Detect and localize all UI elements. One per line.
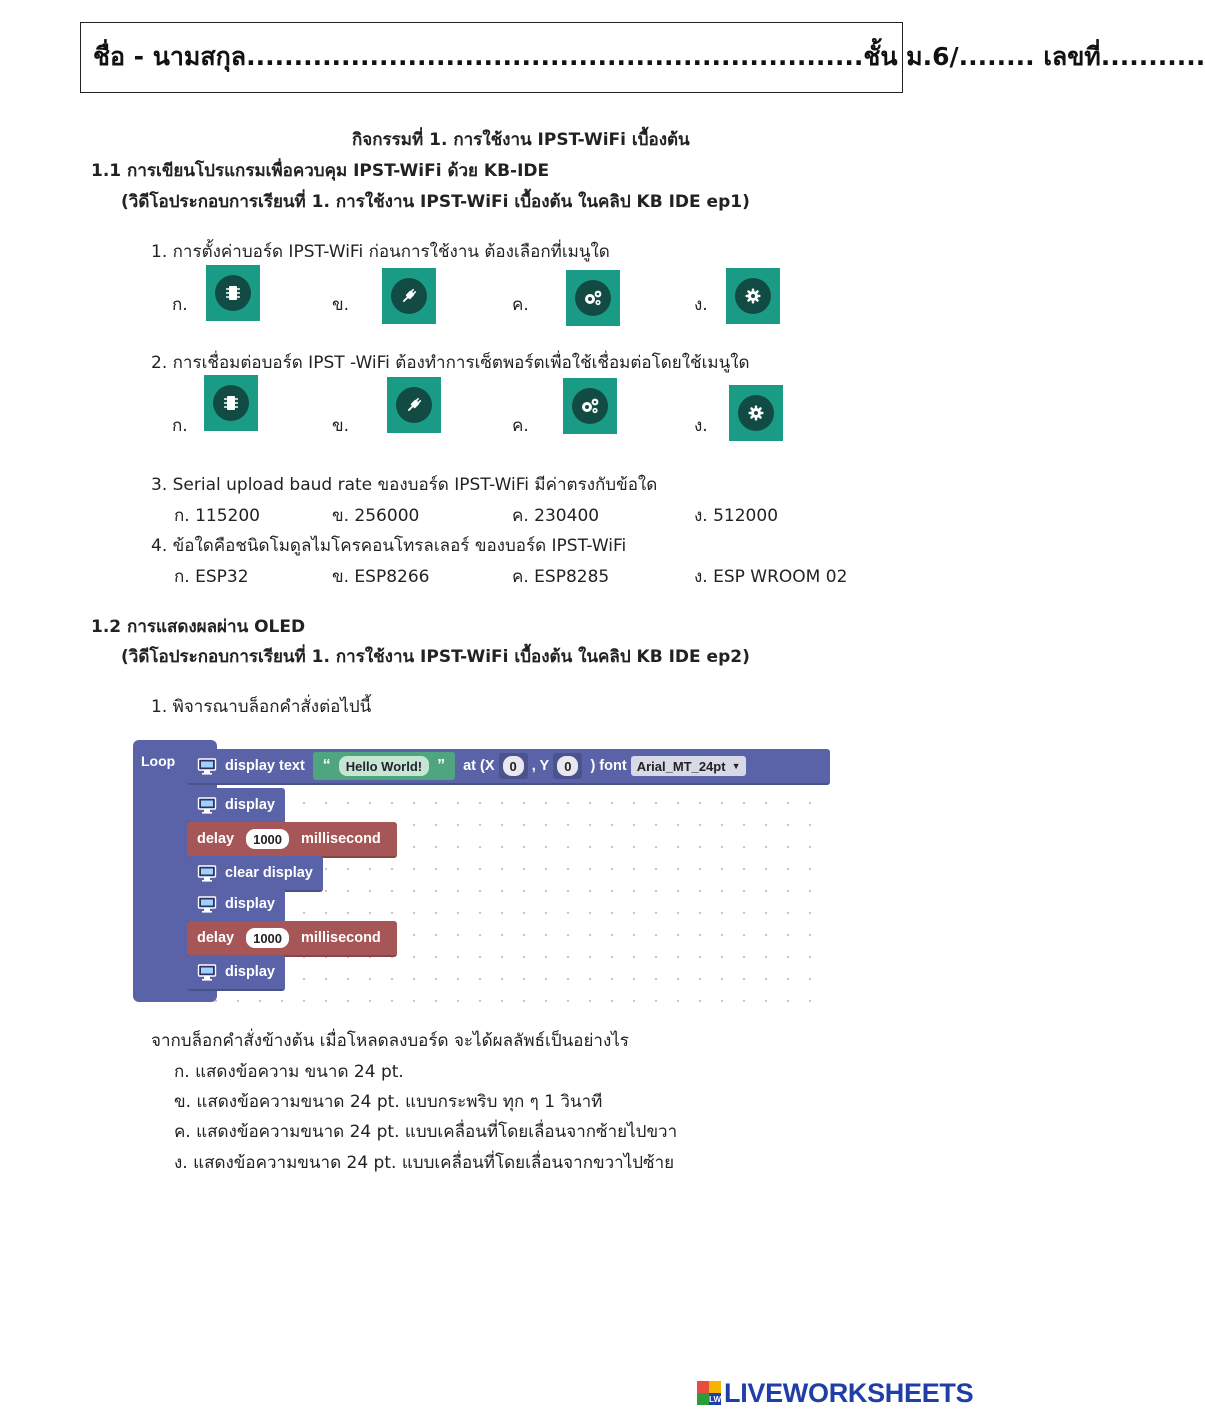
dropdown-arrow-icon: ▼: [731, 761, 741, 771]
q2-gears-button[interactable]: [563, 378, 617, 434]
q1-choice-d-label: ง.: [694, 295, 708, 315]
delay-label: delay: [197, 831, 235, 847]
q1-gear-button[interactable]: [726, 268, 780, 324]
plug-icon: [391, 278, 427, 314]
q2-choice-d-label: ง.: [694, 416, 708, 436]
logo-text: LIVEWORKSHEETS: [724, 1377, 974, 1408]
q4-choice-b[interactable]: ข. ESP8266: [332, 567, 430, 587]
chip-icon: [213, 385, 249, 421]
q1-choice-a-label: ก.: [172, 295, 188, 315]
plug-icon: [396, 387, 432, 423]
display-label: display: [225, 896, 275, 912]
oled-monitor-icon: [197, 894, 217, 914]
display-label: display: [225, 797, 275, 813]
at-x-label: at (X: [463, 758, 495, 774]
chip-icon: [215, 275, 251, 311]
delay-value: 1000: [246, 829, 289, 849]
q2-choice-a-label: ก.: [172, 416, 188, 436]
q4-choice-c[interactable]: ค. ESP8285: [512, 567, 610, 587]
clear-display-label: clear display: [225, 865, 313, 881]
x-number-block: [499, 753, 528, 779]
x-value: 0: [503, 756, 524, 776]
y-value: 0: [557, 756, 578, 776]
display-text-label: display text: [225, 758, 305, 774]
display-block-2: [187, 887, 285, 923]
answer-b[interactable]: ข. แสดงข้อความขนาด 24 pt. แบบกระพริบ ทุก ๆ 1 วินาที: [174, 1092, 603, 1112]
liveworksheets-logo: [697, 1378, 973, 1408]
q1-chip-button[interactable]: [206, 265, 260, 321]
display-block-1: [187, 788, 285, 824]
display-label: display: [225, 964, 275, 980]
oled-monitor-icon: [197, 863, 217, 883]
gears-icon: [575, 280, 611, 316]
string-block: [313, 752, 455, 780]
logo-badge-text: LW: [709, 1394, 721, 1404]
q2-choice-c-label: ค.: [512, 416, 529, 436]
display-text-block: [187, 749, 830, 785]
millisecond-label: millisecond: [301, 930, 381, 946]
quote-open: “: [322, 757, 331, 774]
name-line: ชื่อ - นามสกุล.................................................................ชั้น ม.6/........ เลขที่...........: [93, 42, 1205, 71]
millisecond-label: millisecond: [301, 831, 381, 847]
font-label: ) font: [590, 758, 627, 774]
gear-icon: [738, 395, 774, 431]
gears-icon: [572, 388, 608, 424]
q1-choice-b-label: ข.: [332, 295, 350, 315]
quote-close: ”: [437, 757, 446, 774]
question-4-text: 4. ข้อใดคือชนิดโมดูลไมโครคอนโทรลเลอร์ ของบอร์ด IPST-WiFi: [151, 536, 627, 556]
section2-subtitle: (วิดีโอประกอบการเรียนที่ 1. การใช้งาน IPST-WiFi เบื้องต้น ในคลิป KB IDE ep2): [121, 647, 750, 667]
q3-choice-a[interactable]: ก. 115200: [174, 506, 260, 526]
section1-title: 1.1 การเขียนโปรแกรมเพื่อควบคุม IPST-WiFi ด้วย KB-IDE: [91, 161, 550, 181]
q2-choice-b-label: ข.: [332, 416, 350, 436]
font-dropdown: [631, 756, 747, 776]
q3-choice-c[interactable]: ค. 230400: [512, 506, 600, 526]
display-block-3: [187, 955, 285, 991]
delay-label: delay: [197, 930, 235, 946]
section2-question-text: 1. พิจารณาบล็อกคำสั่งต่อไปนี้: [151, 697, 372, 717]
q1-plug-button[interactable]: [382, 268, 436, 324]
q4-choice-a[interactable]: ก. ESP32: [174, 567, 249, 587]
answer-c[interactable]: ค. แสดงข้อความขนาด 24 pt. แบบเคลื่อนที่โดยเลื่อนจากซ้ายไปขวา: [174, 1122, 678, 1142]
font-value: Arial_MT_24pt: [636, 758, 726, 774]
hello-world-text: Hello World!: [339, 756, 429, 776]
section1-subtitle: (วิดีโอประกอบการเรียนที่ 1. การใช้งาน IPST-WiFi เบื้องต้น ในคลิป KB IDE ep1): [121, 192, 750, 212]
logo-badge-icon: [697, 1381, 721, 1405]
section2-prompt: จากบล็อกคำสั่งข้างต้น เมื่อโหลดลงบอร์ด จะได้ผลลัพธ์เป็นอย่างไร: [151, 1031, 629, 1051]
delay-block-1: [187, 822, 397, 858]
q1-gears-button[interactable]: [566, 270, 620, 326]
oled-monitor-icon: [197, 795, 217, 815]
q1-choice-c-label: ค.: [512, 295, 529, 315]
answer-d[interactable]: ง. แสดงข้อความขนาด 24 pt. แบบเคลื่อนที่โดยเลื่อนจากขวาไปซ้าย: [174, 1153, 675, 1173]
q3-choice-b[interactable]: ข. 256000: [332, 506, 420, 526]
question-1-text: 1. การตั้งค่าบอร์ด IPST-WiFi ก่อนการใช้งาน ต้องเลือกที่เมนูใด: [151, 242, 610, 262]
answer-a[interactable]: ก. แสดงข้อความ ขนาด 24 pt.: [174, 1062, 404, 1082]
gear-icon: [735, 278, 771, 314]
q3-choice-d[interactable]: ง. 512000: [694, 506, 779, 526]
loop-label: Loop: [141, 753, 176, 769]
q2-plug-button[interactable]: [387, 377, 441, 433]
delay-value: 1000: [246, 928, 289, 948]
comma-y-label: , Y: [531, 758, 550, 774]
activity-title: กิจกรรมที่ 1. การใช้งาน IPST-WiFi เบื้องต้น: [352, 130, 690, 150]
question-2-text: 2. การเชื่อมต่อบอร์ด IPST -WiFi ต้องทำการเซ็ตพอร์ตเพื่อใช้เชื่อมต่อโดยใช้เมนูใด: [151, 353, 750, 373]
q4-choice-d[interactable]: ง. ESP WROOM 02: [694, 567, 848, 587]
section2-title: 1.2 การแสดงผลผ่าน OLED: [91, 617, 306, 637]
oled-monitor-icon: [197, 756, 217, 776]
question-3-text: 3. Serial upload baud rate ของบอร์ด IPST-WiFi มีค่าตรงกับข้อใด: [151, 475, 658, 495]
name-box: [80, 22, 1205, 93]
oled-monitor-icon: [197, 962, 217, 982]
q2-chip-button[interactable]: [204, 375, 258, 431]
block-program: [133, 740, 830, 1002]
delay-block-2: [187, 921, 397, 957]
q2-gear-button[interactable]: [729, 385, 783, 441]
y-number-block: [553, 753, 582, 779]
